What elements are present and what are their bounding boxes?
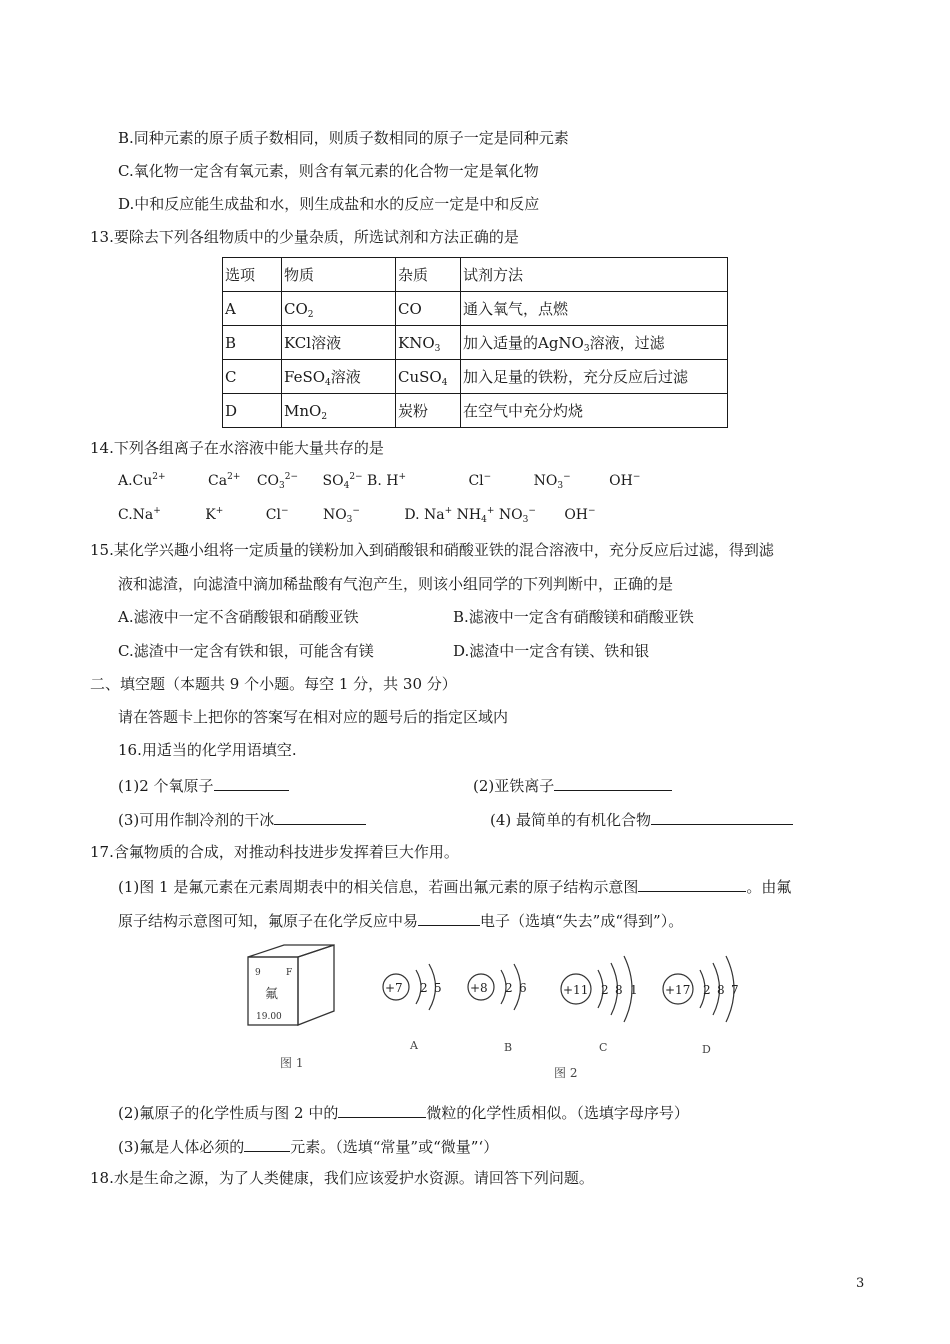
substance: $CO_2$ — [282, 292, 396, 326]
nucleus-charge: +11 — [563, 983, 589, 997]
element-atomic-number: 9 — [255, 968, 261, 978]
page-number: 3 — [856, 1276, 865, 1291]
q16-stem: 16.用适当的化学用语填空. — [118, 741, 297, 759]
option-letter: B — [223, 326, 282, 360]
atom-diagram-b — [468, 964, 527, 1054]
answer-blank[interactable] — [638, 875, 746, 892]
shell-electrons: 2 — [703, 983, 711, 997]
q16-part1: (1)2 个氧原子 — [118, 774, 289, 796]
q14-stem: 14.下列各组离子在水溶液中能大量共存的是 — [90, 439, 384, 457]
q17-part3: (3)氟是人体必须的 元素。（选填“常量”或“微量”‘） — [118, 1135, 498, 1157]
shell-electrons: 2 — [420, 981, 428, 995]
shell-electrons: 6 — [519, 981, 527, 995]
q16-part2: (2)亚铁离子 — [473, 774, 672, 796]
element-name: 氟 — [265, 987, 279, 1002]
answer-blank[interactable] — [554, 774, 672, 791]
substance: FeSO$_4$溶液 — [282, 360, 396, 394]
method: 在空气中充分灼烧 — [461, 394, 728, 428]
table-row — [223, 394, 728, 428]
header-cell-option: 选项 — [223, 258, 282, 292]
q17-stem: 17.含氟物质的合成，对推动科技进步发挥着巨大作用。 — [90, 843, 459, 861]
element-symbol: F — [286, 968, 293, 978]
nucleus-charge: +8 — [470, 981, 488, 995]
shell-electrons: 5 — [434, 981, 442, 995]
atom-diagram-c — [554, 956, 638, 1080]
option-letter: D — [223, 394, 282, 428]
atomic-structure-figure — [226, 937, 746, 1085]
q15-stem-line2: 液和滤渣，向滤渣中滴加稀盐酸有气泡产生，则该小组同学的下列判断中，正确的是 — [118, 575, 674, 593]
impurity: 炭粉 — [396, 394, 461, 428]
nucleus-charge: +17 — [665, 983, 691, 997]
q15-stem-line1: 15.某化学兴趣小组将一定质量的镁粉加入到硝酸银和硝酸亚铁的混合溶液中，充分反应后过滤，得到滤 — [90, 541, 774, 559]
answer-blank[interactable] — [274, 808, 366, 825]
atom-letter: C — [599, 1041, 608, 1054]
substance: MnO$_2$ — [282, 394, 396, 428]
q17-part2: (2)氟原子的化学性质与图 2 中的 微粒的化学性质相似。（选填字母序号） — [118, 1101, 689, 1123]
method: 加入足量的铁粉，充分反应后过滤 — [461, 360, 728, 394]
impurity: CuSO$_4$ — [396, 360, 461, 394]
q16-part4: (4) 最简单的有机化合物 — [490, 808, 793, 830]
q12-option-c: C.氧化物一定含有氧元素，则含有氧元素的化合物一定是氧化物 — [118, 162, 539, 180]
nucleus-charge: +7 — [385, 981, 403, 995]
atom-letter: D — [702, 1043, 711, 1056]
q15-option-b: B.滤液中一定含有硝酸镁和硝酸亚铁 — [453, 608, 694, 626]
figure2-caption: 图 2 — [554, 1066, 578, 1080]
shell-electrons: 8 — [717, 983, 725, 997]
impurity: $KNO_3$ — [396, 326, 461, 360]
shell-electrons: 8 — [615, 983, 623, 997]
option-letter: A — [223, 292, 282, 326]
section-title: 二、填空题（本题共 9 个小题。每空 1 分，共 30 分） — [90, 675, 457, 693]
shell-electrons: 2 — [505, 981, 513, 995]
table-header-row — [223, 258, 728, 292]
answer-blank[interactable] — [214, 774, 289, 791]
q15-option-a: A.滤液中一定不含硝酸银和硝酸亚铁 — [118, 608, 359, 626]
q18-stem: 18.水是生命之源，为了人类健康，我们应该爱护水资源。请回答下列问题。 — [90, 1169, 594, 1187]
table-row — [223, 360, 728, 394]
answer-blank[interactable] — [418, 909, 480, 926]
atom-letter: B — [504, 1041, 513, 1054]
atom-diagram-a — [383, 964, 442, 1052]
header-cell-impurity: 杂质 — [396, 258, 461, 292]
method: 通入氧气，点燃 — [461, 292, 728, 326]
shell-electrons: 7 — [731, 983, 739, 997]
q17-part1-line2: 原子结构示意图可知，氟原子在化学反应中易 电子（选填“失去”成“得到”）。 — [118, 909, 683, 931]
answer-blank[interactable] — [338, 1101, 426, 1118]
section-instruction: 请在答题卡上把你的答案写在相对应的题号后的指定区域内 — [118, 708, 509, 726]
atom-letter: A — [410, 1039, 418, 1052]
q14-options-cd: C.Na+ K+ Cl− $NO_3^-$ D. Na+ $NH_4^+$ $NO_3^-$ OH− — [118, 506, 596, 525]
q17-part1-line1: (1)图 1 是氟元素在元素周期表中的相关信息，若画出氟元素的原子结构示意图 。由氟 — [118, 875, 791, 897]
atom-diagram-d — [663, 956, 739, 1056]
figure-svg — [226, 937, 746, 1085]
method: 加入适量的AgNO$_3$溶液，过滤 — [461, 326, 728, 360]
q13-options-table — [222, 257, 728, 428]
q12-option-d: D.中和反应能生成盐和水，则生成盐和水的反应一定是中和反应 — [118, 195, 540, 213]
figure1-caption: 图 1 — [280, 1056, 304, 1070]
answer-blank[interactable] — [244, 1135, 290, 1152]
q14-options-ab: $A.Cu^{2+}$ $Ca^{2+}$ $CO_3^{2-}$ $SO_4^{2-}$ B. H+ Cl− $NO_3^-$ OH− — [118, 472, 641, 491]
shell-electrons: 2 — [601, 983, 609, 997]
table-row — [223, 292, 728, 326]
answer-blank[interactable] — [651, 808, 793, 825]
header-cell-method: 试剂方法 — [461, 258, 728, 292]
table-row — [223, 326, 728, 360]
header-cell-substance: 物质 — [282, 258, 396, 292]
impurity: CO — [396, 292, 461, 326]
q15-option-d: D.滤渣中一定含有镁、铁和银 — [453, 642, 650, 660]
q15-option-c: C.滤渣中一定含有铁和银，可能含有镁 — [118, 642, 374, 660]
q12-option-b: B.同种元素的原子质子数相同，则质子数相同的原子一定是同种元素 — [118, 129, 569, 147]
option-letter: C — [223, 360, 282, 394]
q13-stem: 13.要除去下列各组物质中的少量杂质，所选试剂和方法正确的是 — [90, 228, 519, 246]
q16-part3: (3)可用作制冷剂的干冰 — [118, 808, 366, 830]
shell-electrons: 1 — [630, 983, 638, 997]
element-atomic-mass: 19.00 — [256, 1012, 282, 1022]
substance: KCl溶液 — [282, 326, 396, 360]
